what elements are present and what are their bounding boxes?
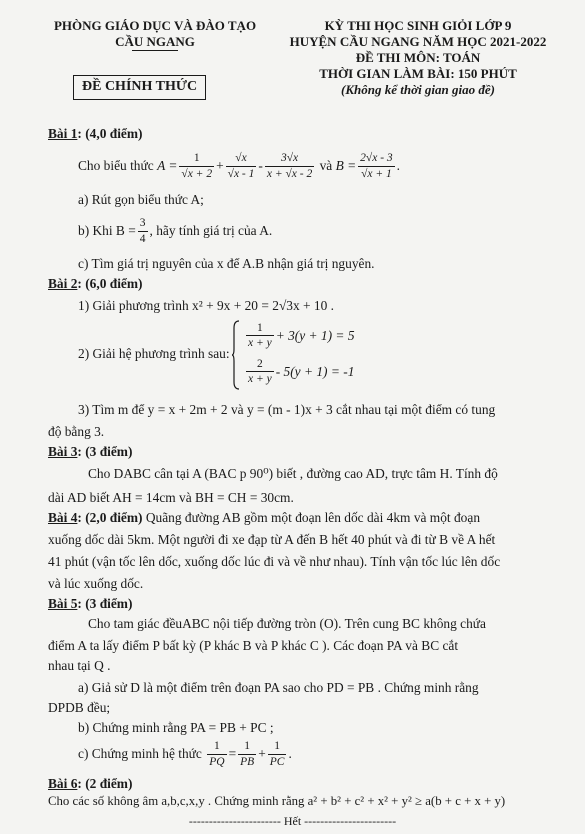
- exam-duration: THỜI GIAN LÀM BÀI: 150 PHÚT: [319, 66, 517, 81]
- bai1-end: .: [396, 157, 401, 173]
- bai5-c-end: .: [288, 745, 292, 761]
- bai4-line1: Quãng đường AB gồm một đoạn lên dốc dài 4km và một đoạn: [145, 510, 481, 525]
- bai1-expression: [78, 146, 400, 186]
- bai2-eq2: [244, 358, 354, 385]
- exam-title: KỲ THI HỌC SINH GIỎI LỚP 9: [324, 18, 512, 33]
- bai1-frac-b: $\frac{2√x - 3}{√x + 1}$: [360, 152, 393, 180]
- bai6-points: : (2 điểm): [77, 776, 133, 791]
- bai1-intro: Cho biểu thức: [78, 157, 154, 173]
- bai3-points: : (3 điểm): [77, 444, 133, 459]
- end-marker: ----------------------- Hết -----------------------: [188, 814, 397, 828]
- bai5-c-frac2: $\frac{1}{PB}$: [240, 740, 255, 768]
- department-name: PHÒNG GIÁO DỤC VÀ ĐÀO TẠO: [53, 18, 257, 33]
- bai5-title: Bài 5: [48, 596, 78, 611]
- bai2-eq1-frac: $\frac{1}{x + y}$: [248, 322, 272, 350]
- bai1-points: : (4,0 điểm): [77, 126, 143, 141]
- bai6-line1: Cho các số không âm a,b,c,x,y . Chứng minh rằng a² + b² + c² + x² + y² ≥ a(b + c + x + y): [48, 794, 506, 808]
- bai6-heading: [48, 776, 132, 792]
- bai1-frac-1: $\frac{1}{√x + 2}$: [181, 152, 213, 180]
- bai1-heading: [48, 126, 142, 142]
- bai2-eq2-frac: $\frac{2}{x + y}$: [248, 358, 272, 386]
- bai4-line3: 41 phút (vận tốc lên dốc, xuống dốc lúc đi và về như nhau). Tính vận tốc lúc lên dốc: [48, 554, 501, 569]
- bai3-line1: Cho DABC cân tại A (BAC p 90⁰) biết , đường cao AD, trực tâm H. Tính độ: [88, 466, 498, 481]
- bai4-title: Bài 4: [48, 510, 78, 525]
- bai5-c-eq: =: [228, 745, 237, 761]
- bai5-c-plus: +: [258, 745, 266, 761]
- bai1-a-lhs: A =: [157, 157, 178, 173]
- bai2-system: [232, 320, 392, 390]
- bai1-part-b: [78, 214, 272, 248]
- bai2-points: : (6,0 điểm): [77, 276, 143, 291]
- bai3-title: Bài 3: [48, 444, 78, 459]
- bai5-c-pre: c) Chứng minh hệ thức: [78, 745, 202, 761]
- bai1-b-post: , hãy tính giá trị của A.: [149, 222, 273, 238]
- bai1-b-frac: $\frac{3}{4}$: [139, 217, 146, 245]
- bai4-line1-row: [48, 510, 480, 526]
- bai1-b-pre: b) Khi B =: [78, 222, 136, 238]
- district-name: CẦU NGANG: [115, 34, 195, 49]
- bai2-q3: 3) Tìm m để y = x + 2m + 2 và y = (m - 1)x + 3 cắt nhau tại một điểm có tung: [78, 402, 496, 417]
- bai1-title: Bài 1: [48, 126, 78, 141]
- bai2-eq1: [244, 322, 355, 349]
- bai3-line2: dài AD biết AH = 14cm và BH = CH = 30cm.: [48, 490, 294, 505]
- exam-district-year: HUYỆN CẦU NGANG NĂM HỌC 2021-2022: [289, 34, 547, 49]
- bai1-and: và: [319, 157, 333, 173]
- bai1-part-a: a) Rút gọn biểu thức A;: [78, 192, 204, 207]
- bai5-part-b: b) Chứng minh rằng PA = PB + PC ;: [78, 720, 274, 735]
- bai2-heading: [48, 276, 142, 292]
- bai5-line3: nhau tại Q .: [48, 658, 111, 673]
- bai5-points: : (3 điểm): [77, 596, 133, 611]
- official-label: ĐỀ CHÍNH THỨC: [73, 75, 206, 100]
- bai5-line2: điểm A ta lấy điểm P bất kỳ (P khác B và P khác C ). Các đoạn PA và BC cắt: [48, 638, 459, 653]
- bai5-c-frac1: $\frac{1}{PQ}$: [209, 740, 225, 768]
- exam-subject: ĐỀ THI MÔN: TOÁN: [355, 50, 481, 65]
- bai5-part-a2: DPDB đều;: [48, 700, 111, 715]
- bai4-points: : (2,0 điểm): [77, 510, 143, 525]
- bai1-op2: -: [258, 157, 263, 173]
- brace-icon: [232, 320, 240, 390]
- bai5-part-a1: a) Giả sử D là một điểm trên đoạn PA sao cho PD = PB . Chứng minh rằng: [78, 680, 479, 695]
- bai5-c-frac3: $\frac{1}{PC}$: [269, 740, 285, 768]
- bai3-heading: [48, 444, 132, 460]
- bai2-q3-cont: độ bằng 3.: [48, 424, 105, 439]
- bai1-part-c: c) Tìm giá trị nguyên của x để A.B nhận giá trị nguyên.: [78, 256, 375, 271]
- bai1-op1: +: [216, 157, 224, 173]
- bai5-heading: [48, 596, 132, 612]
- bai1-b-lhs: B =: [335, 157, 357, 173]
- bai6-title: Bài 6: [48, 776, 78, 791]
- bai1-frac-2: $\frac{√x}{√x - 1}$: [227, 152, 255, 180]
- bai2-eq2-rest: - 5(y + 1) = -1: [275, 363, 355, 379]
- bai4-line2: xuống dốc dài 5km. Một người đi xe đạp từ A đến B hết 40 phút và đi từ B về A hết: [48, 532, 496, 547]
- bai2-q1: 1) Giải phương trình x² + 9x + 20 = 2√3x + 10 .: [78, 298, 335, 313]
- bai2-q2: 2) Giải hệ phương trình sau:: [78, 346, 230, 361]
- bai4-line4: và lúc xuống dốc.: [48, 576, 144, 591]
- bai1-frac-3: $\frac{3√x}{x + √x - 2}$: [266, 152, 313, 180]
- exam-duration-note: (Không kể thời gian giao đề): [341, 82, 495, 97]
- header-left-underline: [132, 50, 178, 51]
- bai5-line1: Cho tam giác đềuABC nội tiếp đường tròn (O). Trên cung BC không chứa: [88, 616, 486, 631]
- bai2-eq1-rest: + 3(y + 1) = 5: [275, 327, 355, 343]
- bai2-title: Bài 2: [48, 276, 78, 291]
- bai5-part-c: [78, 736, 292, 772]
